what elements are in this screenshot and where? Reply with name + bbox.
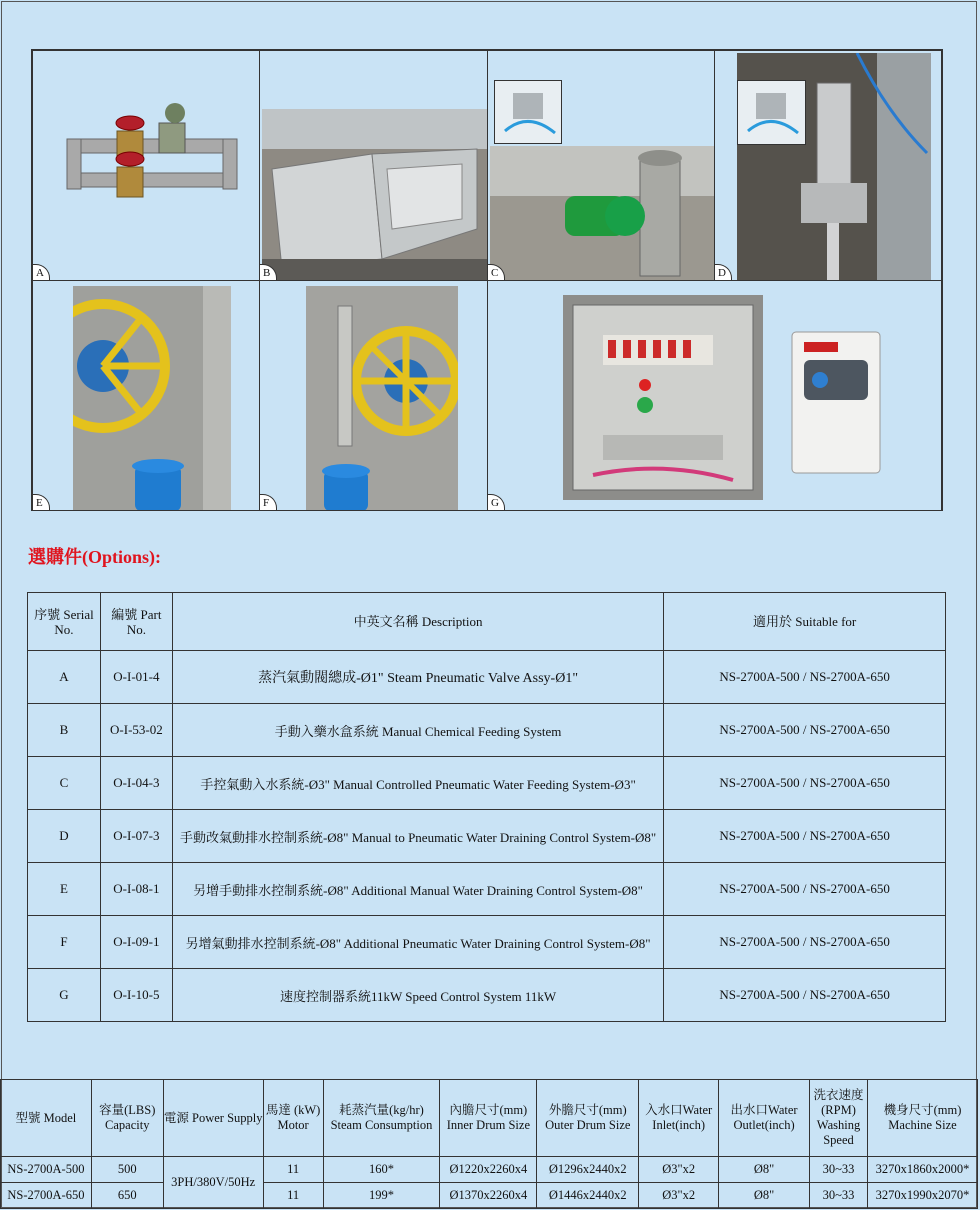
inner-drum-cell: Ø1220x2260x4 — [440, 1157, 537, 1183]
speed-cell: 30~33 — [810, 1157, 868, 1183]
panel-b — [259, 50, 488, 281]
motor-cell: 11 — [263, 1183, 323, 1209]
panel-a — [32, 50, 260, 281]
inlet-cell: Ø3"x2 — [639, 1157, 719, 1183]
photo-grid — [31, 49, 943, 511]
panel-letter: B — [260, 264, 277, 280]
motor-cell: 11 — [263, 1157, 323, 1183]
part-cell: O-I-53-02 — [100, 704, 172, 757]
table-row — [1, 1183, 978, 1209]
inlet-cell: Ø3"x2 — [639, 1183, 719, 1209]
capacity-header: 容量(LBS) Capacity — [91, 1080, 163, 1157]
panel-letter: D — [715, 264, 732, 280]
panel-letter: G — [488, 494, 505, 510]
serial-cell: C — [28, 757, 101, 810]
machine-size-header: 機身尺寸(mm) Machine Size — [867, 1080, 977, 1157]
table-row — [28, 757, 946, 810]
description-cell: 手控氣動入水系統-Ø3" Manual Controlled Pneumatic Water Feeding System-Ø3" — [172, 757, 663, 810]
table-row — [28, 810, 946, 863]
steam-header: 耗蒸汽量(kg/hr) Steam Consumption — [323, 1080, 440, 1157]
motor-header: 馬達 (kW) Motor — [263, 1080, 323, 1157]
panel-letter: E — [33, 494, 50, 510]
table-row — [28, 863, 946, 916]
options-title: 選購件(Options): — [28, 547, 162, 567]
outlet-cell: Ø8" — [719, 1183, 810, 1209]
inner-drum-header: 內膽尺寸(mm) Inner Drum Size — [440, 1080, 537, 1157]
description-cell: 另增手動排水控制系統-Ø8" Additional Manual Water Draining Control System-Ø8" — [172, 863, 663, 916]
options-header-row — [28, 593, 946, 651]
machine-size-cell: 3270x1990x2070* — [867, 1183, 977, 1209]
description-cell: 手動入藥水盒系統 Manual Chemical Feeding System — [172, 704, 663, 757]
description-cell: 蒸汽氣動閥總成-Ø1" Steam Pneumatic Valve Assy-Ø1" — [172, 651, 663, 704]
panel-letter: A — [33, 264, 50, 280]
water-feeding-photo — [490, 146, 714, 281]
speed-cell: 30~33 — [810, 1183, 868, 1209]
part-cell: O-I-08-1 — [100, 863, 172, 916]
valve-inset-photo — [494, 80, 562, 144]
suitable-cell: NS-2700A-500 / NS-2700A-650 — [664, 704, 946, 757]
description-cell: 手動改氣動排水控制系統-Ø8" Manual to Pneumatic Water Draining Control System-Ø8" — [172, 810, 663, 863]
part-cell: O-I-09-1 — [100, 916, 172, 969]
description-cell: 速度控制器系統11kW Speed Control System 11kW — [172, 969, 663, 1022]
pneumatic-drain-wheel-photo — [306, 286, 458, 511]
description-header: 中英文名稱 Description — [172, 593, 663, 651]
suitable-cell: NS-2700A-500 / NS-2700A-650 — [664, 969, 946, 1022]
table-row — [28, 651, 946, 704]
inner-drum-cell: Ø1370x2260x4 — [440, 1183, 537, 1209]
table-row — [1, 1157, 978, 1183]
capacity-cell: 500 — [91, 1157, 163, 1183]
part-header: 編號 Part No. — [100, 593, 172, 651]
table-row — [28, 916, 946, 969]
suitable-cell: NS-2700A-500 / NS-2700A-650 — [664, 810, 946, 863]
suitable-cell: NS-2700A-500 / NS-2700A-650 — [664, 863, 946, 916]
panel-d — [714, 50, 942, 281]
serial-header: 序號 Serial No. — [28, 593, 101, 651]
suitable-header: 適用於 Suitable for — [664, 593, 946, 651]
serial-cell: B — [28, 704, 101, 757]
panel-e — [32, 280, 260, 511]
panel-letter: F — [260, 494, 277, 510]
outer-drum-cell: Ø1446x2440x2 — [537, 1183, 639, 1209]
serial-cell: A — [28, 651, 101, 704]
machine-size-cell: 3270x1860x2000* — [867, 1157, 977, 1183]
part-cell: O-I-01-4 — [100, 651, 172, 704]
manual-drain-wheel-photo — [73, 286, 231, 511]
model-header: 型號 Model — [1, 1080, 92, 1157]
serial-cell: G — [28, 969, 101, 1022]
power-header: 電源 Power Supply — [163, 1080, 263, 1157]
steam-cell: 160* — [323, 1157, 440, 1183]
part-cell: O-I-04-3 — [100, 757, 172, 810]
description-cell: 另增氣動排水控制系統-Ø8" Additional Pneumatic Water Draining Control System-Ø8" — [172, 916, 663, 969]
outlet-header: 出水口Water Outlet(inch) — [719, 1080, 810, 1157]
part-cell: O-I-07-3 — [100, 810, 172, 863]
steam-cell: 199* — [323, 1183, 440, 1209]
spec-table — [0, 1079, 978, 1209]
chemical-box-photo — [262, 109, 488, 281]
panel-g — [487, 280, 942, 511]
panel-letter: C — [488, 264, 505, 280]
inverter-photo — [790, 330, 882, 475]
suitable-cell: NS-2700A-500 / NS-2700A-650 — [664, 757, 946, 810]
table-row — [28, 704, 946, 757]
speed-header: 洗衣速度 (RPM) Washing Speed — [810, 1080, 868, 1157]
valve-inset-photo — [737, 80, 806, 145]
suitable-cell: NS-2700A-500 / NS-2700A-650 — [664, 651, 946, 704]
model-cell: NS-2700A-500 — [1, 1157, 92, 1183]
power-cell: 3PH/380V/50Hz — [163, 1157, 263, 1209]
suitable-cell: NS-2700A-500 / NS-2700A-650 — [664, 916, 946, 969]
outer-drum-header: 外膽尺寸(mm) Outer Drum Size — [537, 1080, 639, 1157]
inlet-header: 入水口Water Inlet(inch) — [639, 1080, 719, 1157]
outer-drum-cell: Ø1296x2440x2 — [537, 1157, 639, 1183]
steam-valve-photo — [59, 101, 239, 221]
serial-cell: E — [28, 863, 101, 916]
model-cell: NS-2700A-650 — [1, 1183, 92, 1209]
serial-cell: F — [28, 916, 101, 969]
part-cell: O-I-10-5 — [100, 969, 172, 1022]
control-cabinet-photo — [563, 295, 763, 500]
capacity-cell: 650 — [91, 1183, 163, 1209]
panel-c — [487, 50, 715, 281]
outlet-cell: Ø8" — [719, 1157, 810, 1183]
options-table — [27, 592, 946, 1022]
panel-f — [259, 280, 488, 511]
table-row — [28, 969, 946, 1022]
serial-cell: D — [28, 810, 101, 863]
spec-header-row — [1, 1080, 978, 1157]
